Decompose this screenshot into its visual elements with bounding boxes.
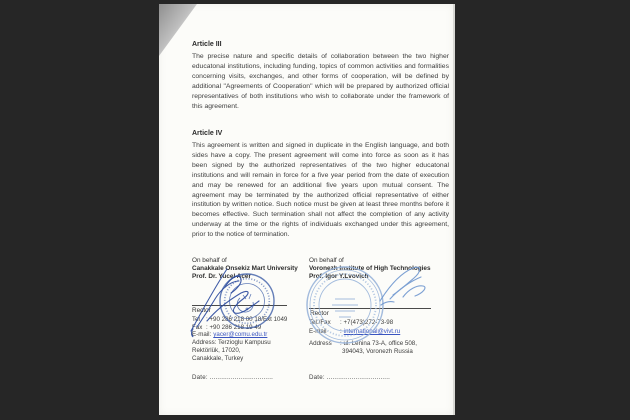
signature-line-right: [309, 308, 431, 309]
address-line3-left: Canakkale, Turkey: [192, 354, 244, 362]
signature-line-left: [192, 305, 287, 306]
contacts-right: [309, 319, 454, 357]
date-line-left: Date: .................................: [192, 374, 274, 381]
date-line-right: Date: .................................: [309, 374, 391, 381]
article-4-body: This agreement is written and signed in duplicate in the English language, and both sides have a copy. The present agreement will come into force as soon as it has been signed by the authorized representatives of the two higher educatonal institutions and will remain in force for a five year period from the date of execution and may be renewed for an additional five years upon mutual consent. The agreement may be terminated by the authorized official representative of either institution by written notice. Such notice must be given at least three months before it becomes effective. Such termination shall not affect the completion of any activity underway at the time or the rights of individuals exchanged under this agreement, prior to the notice of termination.: [192, 142, 449, 239]
signatory-left-header: [192, 257, 308, 281]
document-page: [159, 4, 455, 415]
fax-value: : +90 286 218 19 49: [206, 323, 262, 331]
email-row-right: [309, 328, 454, 337]
article-4-heading: Article IV: [192, 130, 223, 137]
fax-label: Fax: [192, 323, 203, 331]
address-line1-left: Address: Terzioglu Kampusu: [192, 339, 271, 347]
role-left: Rector: [192, 307, 211, 314]
email-row-left: [192, 331, 310, 339]
article-3-body: The precise nature and specific details of collaboration between the two higher educatonal institutions, including funding, topics of common activities and formalities concerning visits, exchanges, and other forms of cooperation, will be defined by additional "Agreements of Cooperation" which will be prepared by authorized official representatives of both institutions who wish to collaborate under the framework of this agreement.: [192, 53, 449, 110]
tel-label: Tel: [192, 316, 200, 323]
address-line2-right: 394043, Voronezh Russia: [342, 348, 413, 356]
telfax-label: Tel./Fax: [309, 319, 331, 326]
email-colon-left: :: [209, 331, 212, 339]
contacts-left: [192, 316, 310, 362]
telfax-value: : +7(473)272-73-98: [340, 319, 394, 326]
email-link-left[interactable]: yacer@comu.edu.tr: [213, 331, 268, 339]
signatory-right-header: [309, 257, 453, 281]
representative-right: Prof. Igor Y.Lvovich: [309, 272, 369, 280]
tel-row-left: [192, 316, 310, 324]
role-right: Rector: [310, 310, 329, 317]
institution-right: Voronezh Institute of High Technologies: [309, 264, 431, 272]
address-line2-left: Rektörlük, 17020,: [192, 346, 241, 354]
address-label-right: Address: [309, 339, 332, 347]
article-3-heading: Article III: [192, 41, 222, 48]
on-behalf-of-right: On behalf of: [309, 257, 344, 264]
telfax-row-right: [309, 319, 454, 328]
address-row-right: [309, 340, 454, 349]
email-colon-right: :: [340, 327, 342, 335]
email-link-right[interactable]: international@vivt.ru: [343, 327, 401, 335]
on-behalf-of-left: On behalf of: [192, 257, 227, 264]
page-corner-shadow: [159, 4, 197, 56]
email-label-right: E-mail: [309, 327, 327, 335]
representative-left: Prof. Dr. Yucel Acer: [192, 272, 251, 280]
email-label-left: E-mail: [192, 331, 210, 339]
tel-value: : +90 286 218 00 18/Ext 1049: [206, 316, 288, 323]
address-value-right: : ul. Lenina 73-A, office 508,: [340, 339, 417, 347]
fax-row-left: [192, 324, 310, 332]
institution-left: Canakkale Onsekiz Mart University: [192, 264, 298, 272]
